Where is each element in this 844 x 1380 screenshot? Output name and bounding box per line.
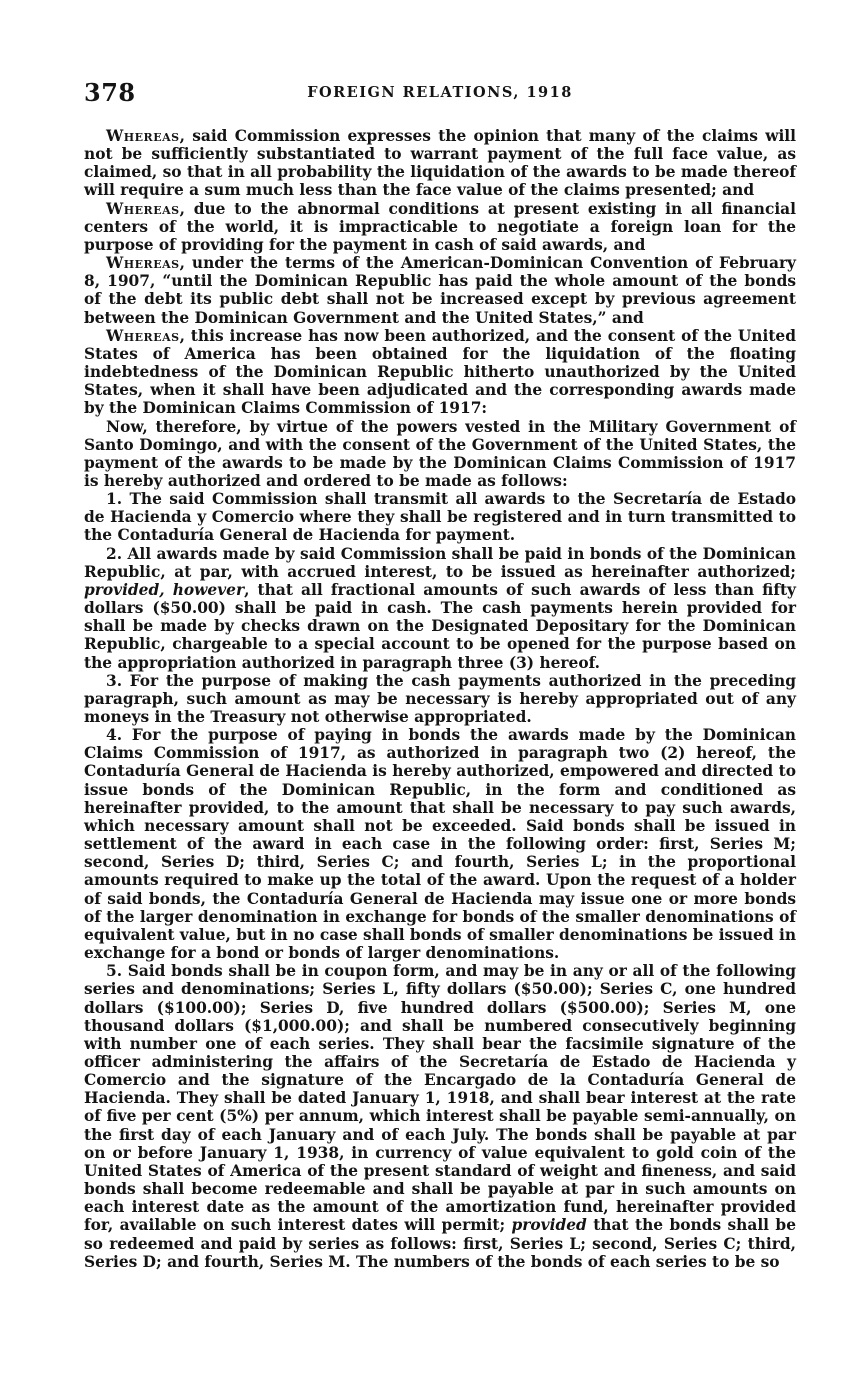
whereas-lead: Whereas [106, 254, 180, 273]
paragraph-text: 1. The said Commission shall transmit all awards to the Secretaría de Estado de Hacienda y Comercio where they shall be registered and in turn transmitted to the Contaduría General de Hacienda for payment. [84, 490, 796, 545]
paragraph-section-3 [84, 672, 796, 726]
paragraph-text: , this increase has now been authorized, and the consent of the United States of America has been obtained for the liquidation of the floating indebtedness of the Dominican Republic hitherto unauthorized by the United States, when it shall have been adjudicated and the corresponding awards made by the Dominican Claims Commission of 1917: [84, 326, 796, 418]
whereas-lead: Whereas [106, 127, 180, 145]
whereas-lead: Whereas [106, 199, 180, 218]
paragraph-whereas-4 [84, 327, 796, 418]
paragraph-whereas-3 [84, 254, 796, 327]
paragraph-text: 5. Said bonds shall be in coupon form, and may be in any or all of the following series and denominations; Series L, fifty dollars ($50.00); Series C, one hundred dollars ($100.00); Series D, five hundred dollars ($500.00); Series M, one thousand dollars ($1,000.00); and shall be numbered consecutively beginning with number one of each series. They shall bear the facsimile signature of the officer administering the affairs of the Secretaría de Estado de Hacienda y Comercio and the signature of the Encargado de la Contaduría General de Hacienda. They shall be dated January 1, 1918, and shall bear interest at the rate of five per cent (5%) per annum, which interest shall be payable semi-annually, on the first day of each January and of each July. The bonds shall be payable at par on or before January 1, 1938, in currency of value equivalent to gold coin of the United States of America of the present standard of weight and fineness, and said bonds shall become redeemable and shall be payable at par in such amounts on each interest date as the amount of the amortization fund, hereinafter provided for, available on such interest dates will permit; [84, 962, 796, 1235]
paragraph-text: , said Commission expresses the opinion that many of the claims will not be sufficiently substantiated to warrant payment of the full face value, as claimed, so that in all probability the liquidation of the awards to be made thereof will require a sum much less than the face value of the claims presented; and [84, 127, 796, 200]
paragraph-text: 4. For the purpose of paying in bonds the awards made by the Dominican Claims Commission of 1917, as authorized in paragraph two (2) hereof, the Contaduría General de Hacienda is hereby authorized, empowered and directed to issue bonds of the Dominican Republic, in the form and conditioned as hereinafter provided, to the amount that shall be necessary to pay such awards, which necessary amount shall not be exceeded. Said bonds shall be issued in settlement of the award in each case in the following order: first, Series M; second, Series D; third, Series C; and fourth, Series L; in the proportional amounts required to make up the total of the award. Upon the request of a holder of said bonds, the Contaduría General de Hacienda may issue one or more bonds of the larger denomination in exchange for bonds of the smaller denominations of equivalent value, but in no case shall bonds of smaller denominations be issued in exchange for a bond or bonds of larger denominations. [84, 726, 797, 963]
italic-proviso: provided, however [84, 580, 245, 599]
running-head: FOREIGN RELATIONS, 1918 [307, 84, 573, 101]
paragraph-section-1 [84, 490, 796, 544]
paragraph-text: 3. For the purpose of making the cash payments authorized in the preceding paragraph, such amount as may be necessary is hereby appropriated out of any moneys in the Treasury not otherwise appropriated. [84, 671, 796, 726]
paragraph-whereas-1 [84, 127, 796, 200]
paragraph-text: 2. All awards made by said Commission shall be paid in bonds of the Dominican Republic, at par, with accrued interest, to be issued as hereinafter authorized; [84, 544, 796, 581]
paragraph-section-5 [84, 962, 796, 1271]
body-text [84, 127, 796, 1271]
document-page [84, 78, 796, 1271]
paragraph-text: , due to the abnormal conditions at present existing in all financial centers of the world, it is impracticable to negotiate a foreign loan for the purpose of providing for the payment in cash of said awards, and [84, 199, 796, 254]
page-number: 378 [84, 78, 136, 107]
paragraph-section-4 [84, 726, 796, 962]
paragraph-text: Now, therefore, by virtue of the powers vested in the Military Government of Santo Domingo, and with the consent of the Government of the United States, the payment of the awards to be made by the Dominican Claims Commission of 1917 is hereby authorized and ordered to be made as follows: [84, 417, 796, 490]
paragraph-text-continued: , that all fractional amounts of such awards of less than fifty dollars ($50.00) shall be paid in cash. The cash payments herein provided for shall be made by checks drawn on the Designated Depositary for the Dominican Republic, chargeable to a special account to be opened for the purpose based on the appropriation authorized in paragraph three (3) hereof. [84, 580, 797, 672]
italic-proviso: provided [511, 1216, 587, 1235]
whereas-lead: Whereas [106, 326, 180, 345]
paragraph-now-therefore [84, 418, 796, 491]
paragraph-text: , under the terms of the American-Dominican Convention of February 8, 1907, “until the Dominican Republic has paid the whole amount of the bonds of the debt its public debt shall not be increased except by previous agreement between the Dominican Government and the United States,” and [84, 254, 796, 327]
paragraph-section-2 [84, 545, 796, 672]
page-header [84, 78, 796, 114]
paragraph-text-continued: that the bonds shall be so redeemed and paid by series as follows: first, Series L; second, Series C; third, Series D; and fourth, Series M. The numbers of the bonds of each series to be so [84, 1216, 796, 1271]
paragraph-whereas-2 [84, 200, 796, 254]
